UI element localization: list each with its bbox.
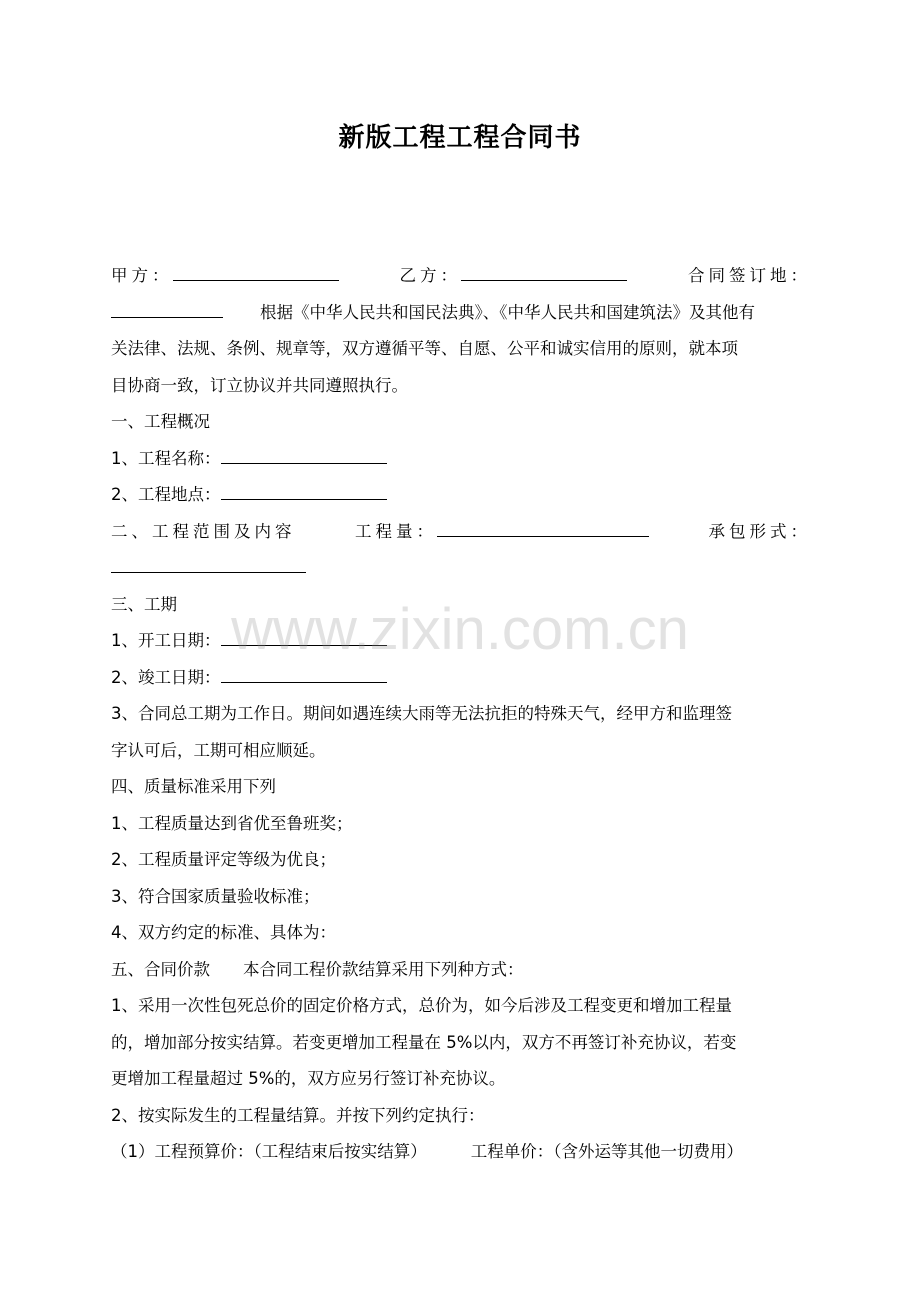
project-location-label: 2、工程地点： [111,485,221,504]
document-title: 新版工程工程合同书 [338,123,582,153]
start-date-label: 1、开工日期： [111,631,221,650]
parties-line [111,258,811,295]
party-b-label: 乙方： [399,266,461,285]
party-b [400,258,628,295]
section-5-line [111,952,811,989]
quality-item-3: 3、符合国家质量验收标准； [111,886,320,906]
start-date-row [111,623,811,660]
price-item-1-line-2: 的，增加部分按实结算。若变更增加工程量在 5%以内，双方不再签订补充协议，若变 [111,1032,737,1052]
preamble-line-2: 关法律、法规、条例、规章等，双方遵循平等、自愿、公平和诚实信用的原则，就本项 [111,339,738,358]
sign-place-label: 合同签订地： [688,266,811,285]
total-period-line-1: 3、合同总工期为工作日。期间如遇连续大雨等无法抗拒的特殊天气，经甲方和监理签 [111,704,732,723]
contract-form-blank [111,552,306,573]
price-item-1-line-1: 1、采用一次性包死总价的固定价格方式，总价为，如今后涉及工程变更和增加工程量 [111,996,732,1015]
project-name-label: 1、工程名称： [111,448,221,468]
section-1-heading: 一、工程概况 [111,412,210,431]
budget-price: （1）工程预算价：（工程结束后按实结算） [111,1142,427,1161]
section-2-line [111,514,811,551]
section-3-heading: 三、工期 [111,594,177,614]
project-location-row [111,477,811,514]
end-date-blank [221,662,387,683]
contract-form-label: 承包形式： [708,521,811,541]
project-name-row [111,441,811,478]
end-date-row [111,660,811,697]
quality-item-2: 2、工程质量评定等级为优良； [111,850,336,869]
preamble-text-1: 根据《中华人民共和国民法典》、《中华人民共和国建筑法》及其他有 [260,302,755,322]
total-period-line-2: 字认可后，工期可相应顺延。 [111,740,326,760]
end-date-label: 2、竣工日期： [111,667,221,687]
quality-item-4: 4、双方约定的标准、具体为： [111,923,336,942]
quantity-blank [437,516,649,537]
sign-place-blank [111,297,223,318]
watermark: www.zixin.com.cn [231,597,689,662]
quality-item-1: 1、工程质量达到省优至鲁班奖； [111,813,353,833]
contract-form-row [111,550,811,587]
start-date-blank [221,625,387,646]
preamble-line-1 [111,295,811,332]
party-a-label: 甲方： [111,266,173,285]
preamble-line-3: 目协商一致，订立协议并共同遵照执行。 [111,375,408,395]
section-2-heading: 二、工程范围及内容 [111,521,296,541]
price-item-2-sub-1 [111,1134,811,1171]
party-a-blank [173,260,339,281]
price-item-2: 2、按实际发生的工程量结算。并按下列约定执行： [111,1105,485,1125]
party-a [111,258,339,295]
section-4-heading: 四、质量标准采用下列 [111,777,276,796]
party-b-blank [461,260,627,281]
section-5-intro: 本合同工程价款结算采用下列种方式： [243,959,524,979]
quantity [355,514,649,551]
price-item-1-line-3: 更增加工程量超过 5%的，双方应另行签订补充协议。 [111,1069,506,1088]
project-name-blank [221,443,387,464]
project-location-blank [221,479,387,500]
contract-body [111,258,811,1171]
quantity-label: 工程量： [355,521,437,541]
section-5-heading: 五、合同价款 [111,959,210,979]
unit-price: 工程单价：（含外运等其他一切费用） [470,1142,743,1161]
